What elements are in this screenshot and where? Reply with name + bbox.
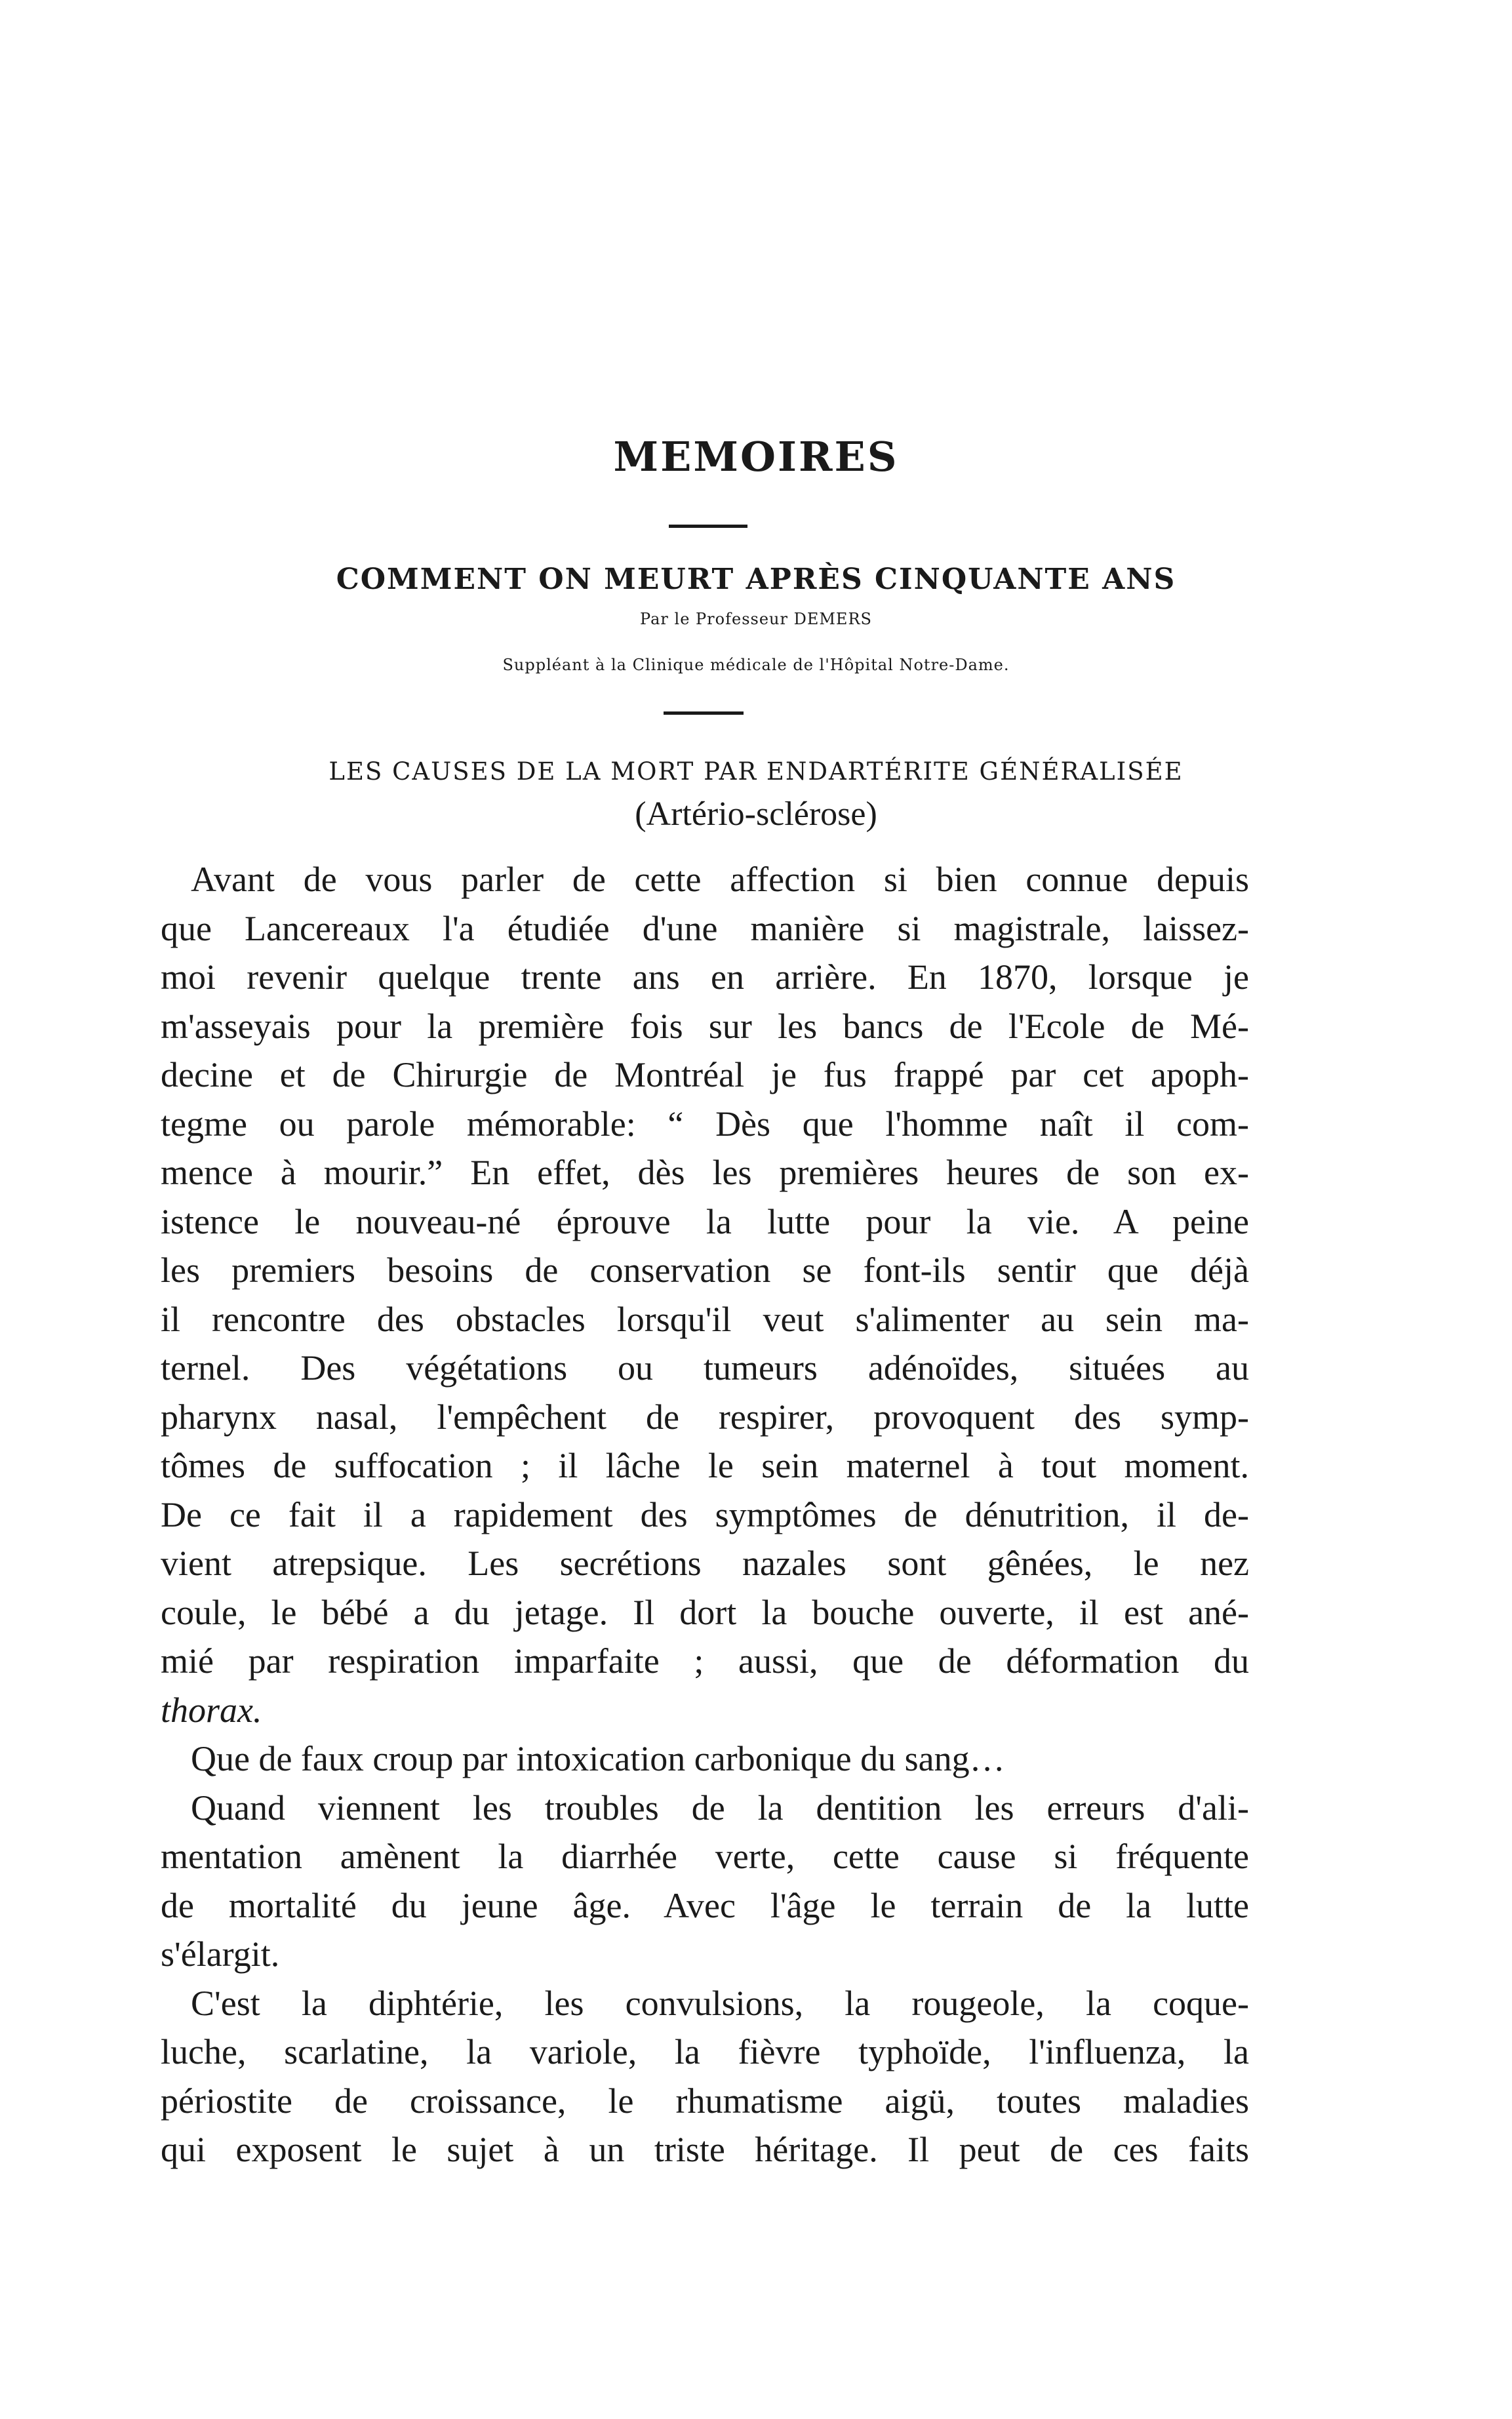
text-line: m'asseyais pour la première fois sur les bancs de l'Ecole de Mé- — [161, 1006, 1249, 1046]
text-line: thorax. — [161, 1690, 262, 1730]
text-line: de mortalité du jeune âge. Avec l'âge le terrain de la lutte — [161, 1885, 1249, 1925]
byline-divider — [664, 711, 744, 715]
text-line: luche, scarlatine, la variole, la fièvre typhoïde, l'influenza, la — [161, 2032, 1249, 2071]
text-line: tegme ou parole mémorable: “ Dès que l'homme naît il com- — [161, 1104, 1249, 1144]
text-line: moi revenir quelque trente ans en arrière. En 1870, lorsque je — [161, 957, 1249, 997]
text-line: les premiers besoins de conservation se font-ils sentir que déjà — [161, 1250, 1249, 1290]
text-line: pharynx nasal, l'empêchent de respirer, provoquent des symp- — [161, 1397, 1249, 1437]
chapter-subtitle: (Artério-sclérose) — [635, 795, 877, 833]
text-line: coule, le bébé a du jetage. Il dort la bouche ouverte, il est ané- — [161, 1592, 1249, 1632]
text-line: mentation amènent la diarrhée verte, cette cause si fréquente — [161, 1837, 1249, 1876]
text-line: que Lancereaux l'a étudiée d'une manière si magistrale, laissez- — [161, 908, 1249, 948]
text-line: De ce fait il a rapidement des symptômes de dénutrition, il de- — [161, 1494, 1249, 1534]
article-title: COMMENT ON MEURT APRÈS CINQUANTE ANS — [336, 563, 1176, 596]
text-line: périostite de croissance, le rhumatisme aigü, toutes maladies — [161, 2081, 1249, 2121]
text-line: qui exposent le sujet à un triste héritage. Il peut de ces faits — [161, 2130, 1249, 2169]
text-line: decine et de Chirurgie de Montréal je fus frappé par cet apoph- — [161, 1055, 1249, 1094]
text-line: istence le nouveau-né éprouve la lutte pour la vie. A peine — [161, 1201, 1249, 1241]
chapter-title: LES CAUSES DE LA MORT PAR ENDARTÉRITE GÉNÉRALISÉE — [328, 757, 1184, 786]
author-byline: Par le Professeur DEMERS — [640, 610, 872, 628]
text-line: il rencontre des obstacles lorsqu'il veut s'alimenter au sein ma- — [161, 1299, 1249, 1339]
text-line: Que de faux croup par intoxication carbonique du sang… — [191, 1739, 1005, 1778]
text-line: mié par respiration imparfaite ; aussi, que de déformation du — [161, 1641, 1249, 1681]
text-line: Quand viennent les troubles de la dentition les erreurs d'ali- — [191, 1788, 1249, 1828]
text-line: ternel. Des végétations ou tumeurs adénoïdes, situées au — [161, 1348, 1249, 1388]
body-text — [161, 855, 1249, 2174]
text-line: vient atrepsique. Les secrétions nazales sont gênées, le nez — [161, 1544, 1249, 1583]
text-line: tômes de suffocation ; il lâche le sein maternel à tout moment. — [161, 1446, 1249, 1485]
text-line: C'est la diphtérie, les convulsions, la rougeole, la coque- — [191, 1983, 1249, 2023]
text-line: mence à mourir.” En effet, dès les premières heures de son ex- — [161, 1153, 1249, 1192]
section-title: MEMOIRES — [613, 433, 899, 481]
author-affiliation: Suppléant à la Clinique médicale de l'Hôpital Notre-Dame. — [502, 656, 1010, 674]
title-divider — [669, 525, 747, 528]
text-line: Avant de vous parler de cette affection si bien connue depuis — [191, 860, 1249, 899]
text-line: s'élargit. — [161, 1934, 280, 1974]
